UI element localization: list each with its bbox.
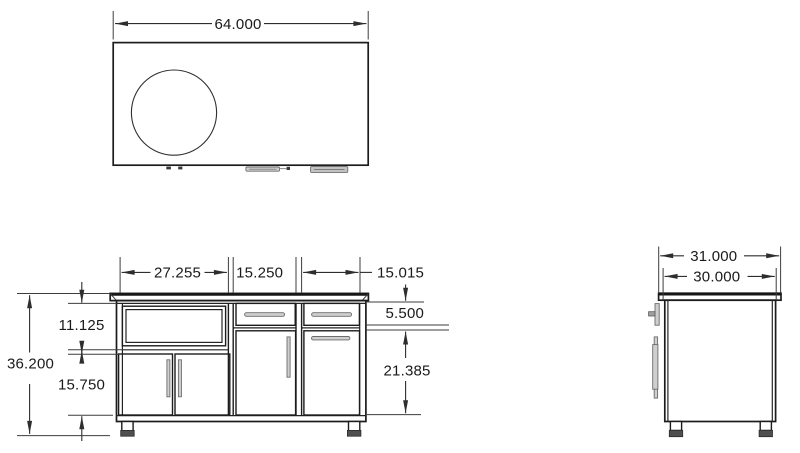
left-door [119, 354, 173, 415]
dim-label-top-depth: 30.000 [693, 268, 741, 286]
drawer-handle [312, 313, 352, 317]
dim-label-lower-door-height: 15.750 [57, 376, 106, 394]
dim-label-top-width: 64.000 [214, 15, 262, 33]
drawer-handle-profile [655, 304, 659, 326]
dim-top-width [113, 11, 368, 40]
right-door [304, 331, 360, 415]
open-shelf-opening [122, 306, 225, 346]
open-shelf-inner [126, 310, 222, 343]
door-handle [287, 337, 290, 377]
side-depth-dimensions [659, 247, 781, 300]
dim-label-overall-depth: 31.000 [690, 247, 738, 265]
handle-mount-tab [649, 312, 655, 316]
hinge-mark [166, 167, 171, 170]
door-handle-grip [653, 345, 658, 390]
top-view-outline [113, 43, 368, 166]
left-door [175, 354, 230, 415]
top-view [113, 11, 368, 172]
dim-label-total-height: 36.200 [6, 355, 55, 373]
dim-label-shelf-height: 11.125 [58, 317, 105, 334]
drawer-handle [245, 313, 285, 317]
dim-label-left-section: 27.255 [153, 264, 202, 282]
leg-foot [347, 430, 361, 436]
front-left-dimensions [7, 282, 122, 441]
leg [760, 422, 771, 431]
cabinet-body [117, 301, 366, 422]
front-view [7, 257, 449, 441]
cutout-circle [131, 70, 216, 155]
leg-foot [669, 430, 682, 436]
dim-label-door-height: 21.385 [383, 362, 431, 380]
front-right-dimensions [367, 285, 449, 415]
side-view [649, 247, 781, 437]
leg [349, 422, 360, 431]
hinge-mark [178, 167, 182, 170]
leg-foot [121, 430, 135, 436]
door-handle [312, 337, 350, 340]
cabinet-side-panel [665, 300, 776, 421]
leg-foot [759, 430, 772, 436]
dim-label-middle-section: 15.250 [236, 264, 284, 282]
door-handle [178, 360, 181, 397]
front-top-dimensions [120, 257, 424, 293]
hardware-pin [287, 167, 290, 170]
leg [122, 422, 133, 431]
leg [670, 422, 681, 431]
door-handle [167, 360, 170, 397]
dim-label-right-section: 15.015 [377, 264, 425, 282]
dim-label-drawer-height: 5.500 [385, 305, 425, 322]
